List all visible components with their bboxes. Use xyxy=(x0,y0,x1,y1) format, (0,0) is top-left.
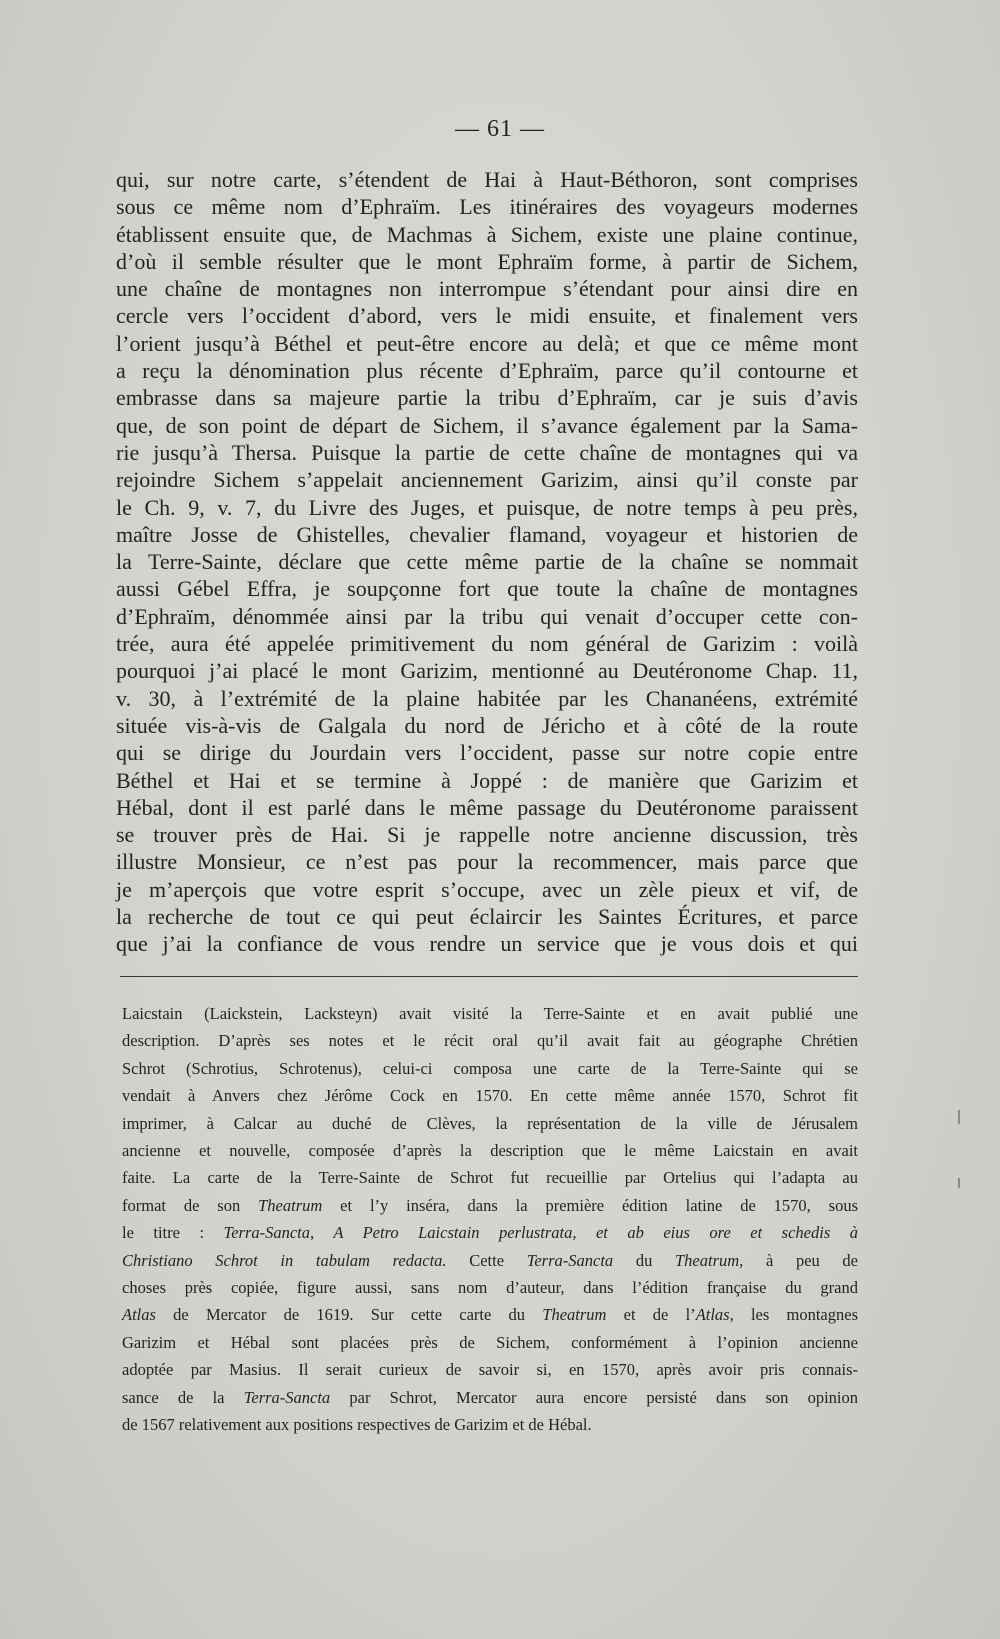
footnote-line: faite. La carte de la Terre-Sainte de Schrot fut recueillie par Ortelius qui l’adapta au xyxy=(122,1168,858,1188)
text-line: pourquoi j’ai placé le mont Garizim, mentionné au Deutéronome Chap. 11, xyxy=(116,658,858,684)
text-line: la recherche de tout ce qui peut éclaircir les Saintes Écritures, et parce xyxy=(116,904,858,930)
text-line: établissent ensuite que, de Machmas à Sichem, existe une plaine continue, xyxy=(116,221,858,247)
text-line: située vis-à-vis de Galgala du nord de Jéricho et à côté de la route xyxy=(116,712,858,738)
text-line: maître Josse de Ghistelles, chevalier flamand, voyageur et historien de xyxy=(116,521,858,547)
text-line: rejoindre Sichem s’appelait anciennement Garizim, ainsi qu’il conste par xyxy=(116,467,858,493)
text-line: la Terre-Sainte, déclare que cette même partie de la chaîne se nommait xyxy=(116,549,858,575)
text-line: qui, sur notre carte, s’étendent de Hai à Haut-Béthoron, sont comprises xyxy=(116,167,858,192)
text-line: Béthel et Hai et se termine à Joppé : de manière que Garizim et xyxy=(116,767,858,793)
footnote-line: choses près copiée, figure aussi, sans nom d’auteur, dans l’édition française du grand xyxy=(122,1278,858,1298)
text-line: illustre Monsieur, ce n’est pas pour la recommencer, mais parce que xyxy=(116,849,858,875)
text-line: cercle vers l’occident d’abord, vers le midi ensuite, et finalement vers xyxy=(116,303,858,329)
text-line: aussi Gébel Effra, je soupçonne fort que toute la chaîne de montagnes xyxy=(116,576,858,602)
footnote-line: Atlas de Mercator de 1619. Sur cette carte du Theatrum et de l’Atlas, les montagnes xyxy=(122,1305,858,1325)
margin-mark xyxy=(958,1110,960,1124)
footnote-line: le titre : Terra-Sancta, A Petro Laicstain perlustrata, et ab eius ore et schedis à xyxy=(122,1223,858,1243)
footnote-line: Garizim et Hébal sont placées près de Sichem, conformément à l’opinion ancienne xyxy=(122,1332,858,1352)
margin-mark xyxy=(958,1178,960,1188)
text-line: d’où il semble résulter que le mont Ephraïm forme, à partir de Sichem, xyxy=(116,248,858,274)
text-line: une chaîne de montagnes non interrompue s’étendant pour ainsi dire en xyxy=(116,276,858,302)
text-line: que j’ai la confiance de vous rendre un service que je vous dois et qui xyxy=(116,931,858,957)
text-line: que, de son point de départ de Sichem, il s’avance également par la Sama- xyxy=(116,412,858,438)
text-line: trée, aura été appelée primitivement du nom général de Garizim : voilà xyxy=(116,631,858,657)
footnote-line: adoptée par Masius. Il serait curieux de savoir si, en 1570, après avoir pris connais- xyxy=(122,1360,858,1380)
footnote-line: format de son Theatrum et l’y inséra, dans la première édition latine de 1570, sous xyxy=(122,1195,858,1215)
footnote-divider xyxy=(120,976,858,977)
text-line: je m’aperçois que votre esprit s’occupe, avec un zèle pieux et vif, de xyxy=(116,876,858,902)
text-line: embrasse dans sa majeure partie la tribu d’Ephraïm, car je suis d’avis xyxy=(116,385,858,411)
text-line: sous ce même nom d’Ephraïm. Les itinéraires des voyageurs modernes xyxy=(116,194,858,220)
footnote-line: Schrot (Schrotius, Schrotenus), celui-ci composa une carte de la Terre-Sainte qui se xyxy=(122,1058,858,1078)
main-text xyxy=(116,166,858,958)
text-line: a reçu la dénomination plus récente d’Ephraïm, parce qu’il contourne et xyxy=(116,358,858,384)
text-line: d’Ephraïm, dénommée ainsi par la tribu qui venait d’occuper cette con- xyxy=(116,603,858,629)
text-line: rie jusqu’à Thersa. Puisque la partie de cette chaîne de montagnes qui va xyxy=(116,439,858,465)
footnote-line: imprimer, à Calcar au duché de Clèves, la représentation de la ville de Jérusalem xyxy=(122,1113,858,1133)
footnote-line: Christiano Schrot in tabulam redacta. Cette Terra-Sancta du Theatrum, à peu de xyxy=(122,1250,858,1270)
footnote-line: vendait à Anvers chez Jérôme Cock en 1570. En cette même année 1570, Schrot fit xyxy=(122,1086,858,1106)
text-line: le Ch. 9, v. 7, du Livre des Juges, et puisque, de notre temps à peu près, xyxy=(116,494,858,520)
text-line: qui se dirige du Jourdain vers l’occident, passe sur notre copie entre xyxy=(116,740,858,766)
text-line: Hébal, dont il est parlé dans le même passage du Deutéronome paraissent xyxy=(116,794,858,820)
footnote-line: de 1567 relativement aux positions respectives de Garizim et de Hébal. xyxy=(122,1415,592,1435)
footnote-line: ancienne et nouvelle, composée d’après la description que le même Laicstain en avait xyxy=(122,1141,858,1161)
text-line: l’orient jusqu’à Béthel et peut-être encore au delà; et que ce même mont xyxy=(116,330,858,356)
footnote-line: sance de la Terra-Sancta par Schrot, Mercator aura encore persisté dans son opinion xyxy=(122,1387,858,1407)
text-line: se trouver près de Hai. Si je rappelle notre ancienne discussion, très xyxy=(116,822,858,848)
page-number: — 61 — xyxy=(455,116,545,142)
footnote-line: description. D’après ses notes et le récit oral qu’il avait fait au géographe Chrétien xyxy=(122,1031,858,1051)
footnote xyxy=(122,1000,858,1439)
footnote-line: Laicstain (Laickstein, Lacksteyn) avait visité la Terre-Sainte et en avait publié une xyxy=(122,1004,858,1023)
text-line: v. 30, à l’extrémité de la plaine habitée par les Chananéens, extrémité xyxy=(116,685,858,711)
